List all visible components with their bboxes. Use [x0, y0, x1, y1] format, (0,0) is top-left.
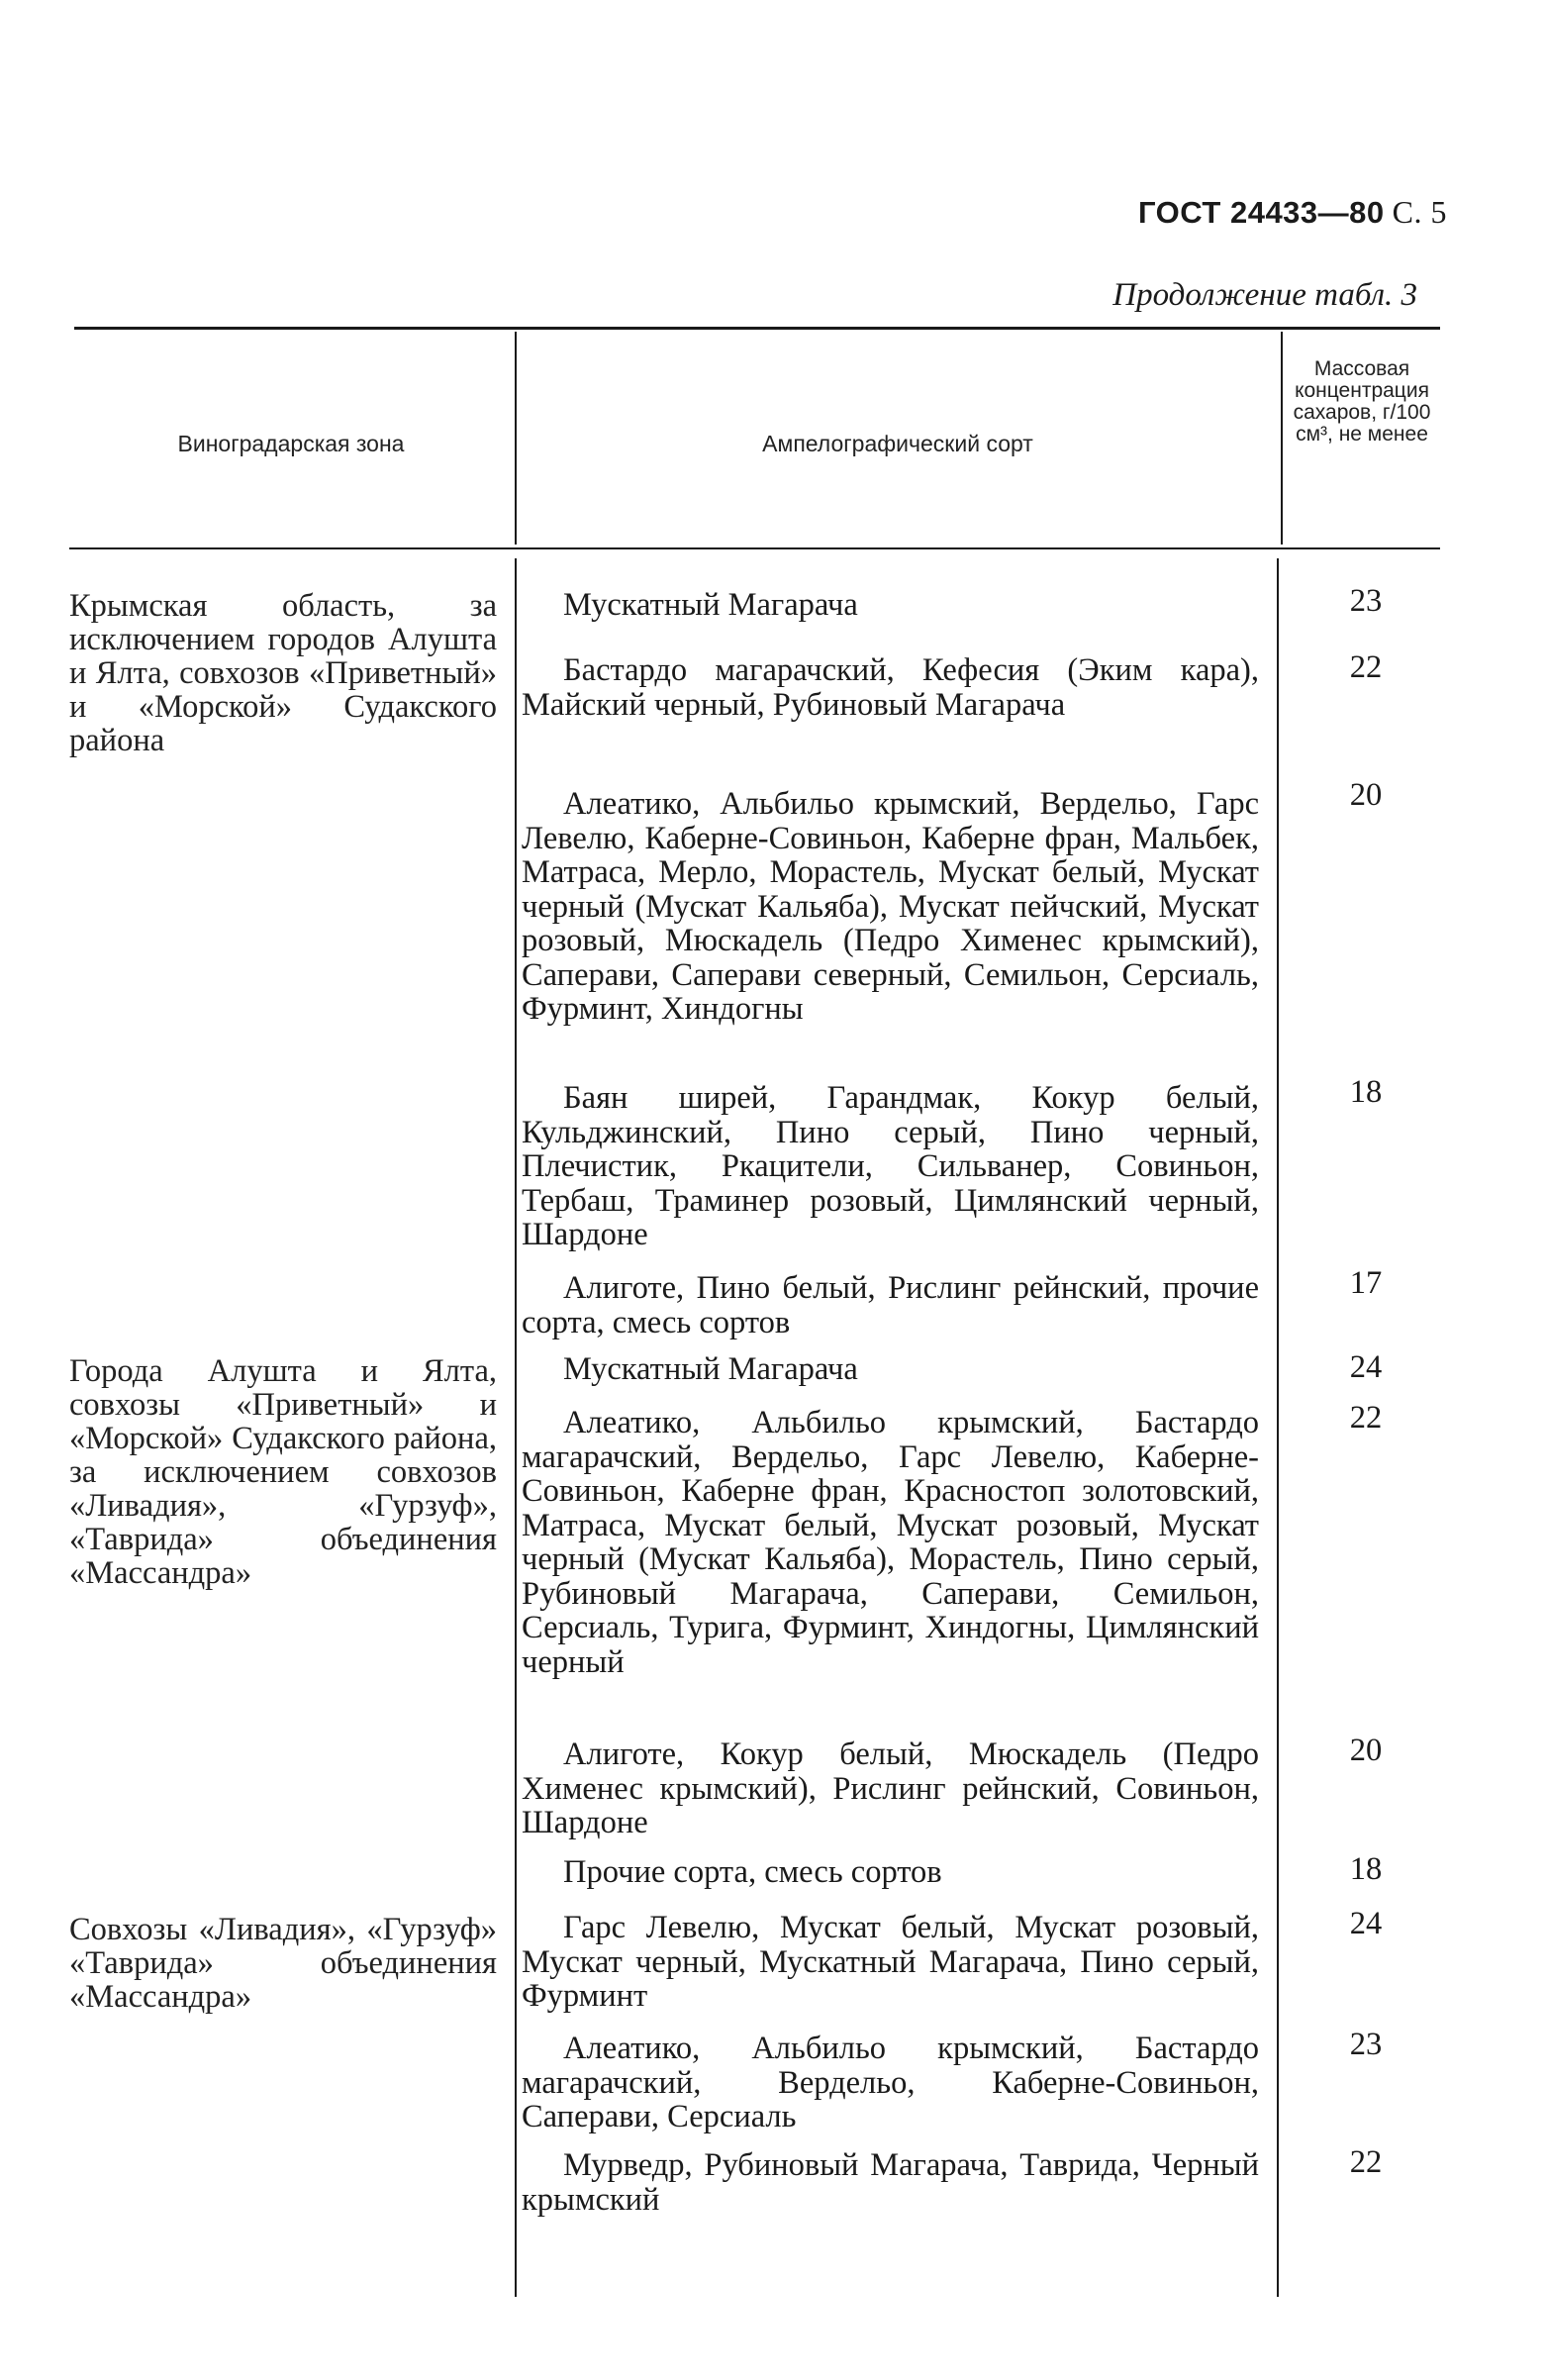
sugar-cell-4: 18: [1349, 1074, 1383, 1110]
variety-cell-11: Алеатико, Альбильо крымский, Бастардо магарачский, Вердельо, Каберне-Совиньон, Саперави, Серсиаль: [522, 2031, 1259, 2134]
variety-cell-3: Алеатико, Альбильо крымский, Вердельо, Гарс Левелю, Каберне-Совиньон, Каберне фран, Мальбек, Матраса, Мерло, Морастель, Мускат белый, Мускат черный (Мускат Кальяба), Мускат пейчский, Мускат розовый, Мюскадель (Педро Хименес крымский), Саперави, Саперави северный, Семильон, Серсиаль, Фурминт, Хиндогны: [522, 786, 1259, 1027]
zone-cell-3: Совхозы «Ливадия», «Гурзуф» «Таврида» объединения «Массандра»: [69, 1912, 497, 2015]
table-top-rule: [74, 327, 1440, 330]
sugar-cell-8: 20: [1349, 1733, 1383, 1768]
table-continuation-label: Продолжение табл. 3: [1112, 277, 1417, 313]
column-header-zone: Виноградарская зона: [177, 431, 405, 456]
zone-cell-1: Крымская область, за исключением городов Алушта и Ялта, совхозов «Приветный» и «Морской» Судакского района: [69, 588, 497, 758]
variety-cell-8: Алиготе, Кокур белый, Мюскадель (Педро Хименес крымский), Рислинг рейнский, Совиньон, Шардоне: [522, 1736, 1259, 1840]
sugar-cell-11: 23: [1349, 2027, 1383, 2062]
variety-cell-12: Мурведр, Рубиновый Магарача, Таврида, Черный крымский: [522, 2147, 1259, 2218]
zone-cell-2: Города Алушта и Ялта, совхозы «Приветный» и «Морской» Судакского района, за исключением совхозов «Ливадия», «Гурзуф», «Таврида» объединения «Массандра»: [69, 1353, 497, 1591]
variety-cell-5: Алиготе, Пино белый, Рислинг рейнский, прочие сорта, смесь сортов: [522, 1270, 1259, 1340]
sugar-cell-7: 22: [1349, 1400, 1383, 1436]
page-number: С. 5: [1392, 194, 1447, 230]
sugar-cell-9: 18: [1349, 1851, 1383, 1887]
variety-cell-9: Прочие сорта, смесь сортов: [563, 1854, 942, 1890]
variety-cell-6: Мускатный Магарача: [563, 1351, 858, 1387]
variety-cell-4: Баян ширей, Гарандмак, Кокур белый, Кульджинский, Пино серый, Пино черный, Плечистик, Ркацители, Сильванер, Совиньон, Тербаш, Траминер розовый, Цимлянский черный, Шардоне: [522, 1080, 1259, 1252]
sugar-cell-10: 24: [1349, 1906, 1383, 1941]
sugar-cell-3: 20: [1349, 777, 1383, 813]
sugar-cell-6: 24: [1349, 1349, 1383, 1385]
header-bottom-rule: [69, 547, 1440, 549]
standard-id: ГОСТ 24433—80: [1138, 195, 1385, 230]
variety-cell-1: Мускатный Магарача: [563, 587, 858, 623]
column-divider-body-2: [1277, 558, 1279, 2297]
variety-cell-7: Алеатико, Альбильо крымский, Бастардо магарачский, Вердельо, Гарс Левелю, Каберне-Совиньон, Каберне фран, Красностоп золотовский, Матраса, Мускат белый, Мускат розовый, Мускат черный (Мускат Кальяба), Морастель, Пино серый, Рубиновый Магарача, Саперави, Семильон, Серсиаль, Турига, Фурминт, Хиндогны, Цимлянский черный: [522, 1405, 1259, 1680]
sugar-cell-5: 17: [1349, 1265, 1383, 1301]
variety-cell-2: Бастардо магарачский, Кефесия (Эким кара), Майский черный, Рубиновый Магарача: [522, 652, 1259, 723]
column-header-variety: Ампелографический сорт: [762, 431, 1033, 456]
document-header: [1138, 194, 1447, 231]
sugar-cell-1: 23: [1349, 583, 1383, 619]
variety-cell-10: Гарс Левелю, Мускат белый, Мускат розовый, Мускат черный, Мускатный Магарача, Пино серый, Фурминт: [522, 1910, 1259, 2014]
column-header-sugar: Массовая концентрация сахаров, г/100 см³, не менее: [1293, 357, 1431, 446]
column-divider-body-1: [515, 558, 517, 2297]
sugar-cell-12: 22: [1349, 2144, 1383, 2180]
sugar-cell-2: 22: [1349, 649, 1383, 685]
